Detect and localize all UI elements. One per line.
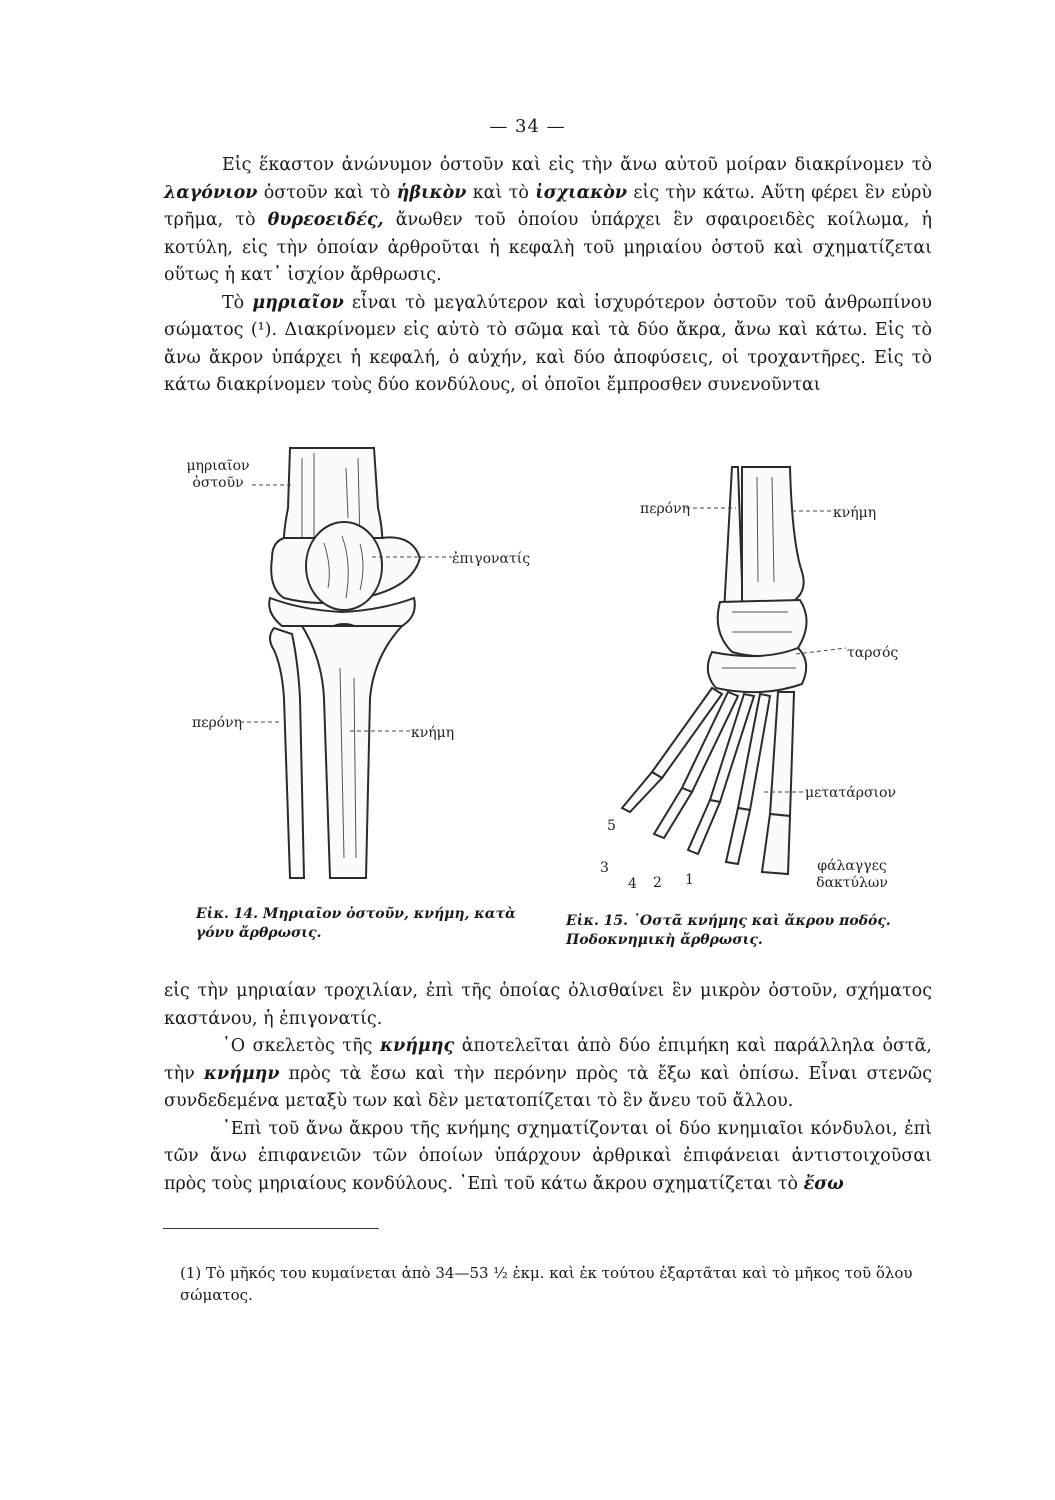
paragraph: Εἰς ἕκαστον ἀνώνυμον ὀστοῦν καὶ εἰς τὴν ἄνω αὐτοῦ μοίραν διακρίνομεν τὸ λαγόνιον ὀστοῦν καὶ τὸ ἡβικὸν καὶ τὸ ἰσχιακὸν εἰς τὴν κάτω. Αὕτη φέρει ἓν εὐρὺ τρῆμα, τὸ θυρεοειδές, ἄνωθεν τοῦ ὁποίου ὑπάρχει ἓν σφαιροειδὲς κοίλωμα, ἡ κοτύλη, εἰς τὴν ὁποίαν ἀρθροῦται ἡ κεφαλὴ τοῦ μηριαίου ὀστοῦ καὶ σχηματίζεται οὕτως ἡ κατ᾽ ἰσχίον ἄρθρωσις. — [164, 155, 932, 285]
fig14-tibia-label: κνήμη — [411, 725, 455, 741]
bottom-text-block — [164, 978, 932, 1198]
fig14-caption — [196, 905, 526, 943]
paragraph: Τὸ μηριαῖον εἶναι τὸ μεγαλύτερον καὶ ἰσχυρότερον ὀστοῦν τοῦ ἀνθρωπίνου σώματος (¹). Διακρίνομεν εἰς αὐτὸ τὸ σῶμα καὶ τὰ δύο ἄκρα, ἄνω καὶ κάτω. Εἰς τὸ ἄνω ἄκρον ὑπάρχει ἡ κεφαλή, ὁ αὐχήν, καὶ δύο ἀποφύσεις, οἱ τροχαντῆρες. Εἰς τὸ κάτω διακρίνομεν τοὺς δύο κονδύλους, οἱ ὁποῖοι ἔμπροσθεν συνενοῦνται — [164, 292, 932, 395]
fig15-tarsus-leader — [796, 640, 846, 660]
toe-number-4: 4 — [628, 876, 637, 892]
fig15-metatarsus-leader — [764, 787, 804, 797]
fig15-tarsus-label: ταρσός — [847, 645, 899, 661]
fig14-patella-label: ἐπιγονατίς — [452, 551, 531, 567]
toe-number-1: 1 — [685, 872, 694, 888]
toe-number-3: 3 — [600, 860, 609, 876]
toe-number-5: 5 — [607, 818, 616, 834]
emphasized-term: ἰσχιακὸν — [535, 182, 628, 203]
emphasized-term: ἔσω — [803, 1173, 844, 1194]
paragraph: ῾Ο σκελετὸς τῆς κνήμης ἀποτελεῖται ἀπὸ δύο ἐπιμήκη καὶ παράλληλα ὀστᾶ, τὴν κνήμην πρὸς τὰ ἔσω καὶ τὴν περόνην πρὸς τὰ ἔξω καὶ ὀπίσω. Εἶναι στενῶς συνδεδεμένα μεταξὺ των καὶ δὲν μετατοπίζεται τὸ ἓν ἄνευ τοῦ ἄλλου. — [164, 1036, 932, 1111]
emphasized-term: λαγόνιον — [164, 182, 258, 203]
fig15-metatarsus-label: μετατάρσιον — [805, 785, 896, 801]
fig14-caption-number: Εἰκ. 14. — [196, 906, 259, 922]
fig14-patella-leader — [372, 552, 452, 562]
emphasized-term: κνήμης — [379, 1036, 455, 1056]
fig15-caption — [566, 912, 936, 950]
foot-illustration — [592, 462, 822, 892]
emphasized-term: μηριαῖον — [252, 292, 344, 313]
fig14-femur-label: μηριαῖον ὀστοῦν — [186, 458, 250, 491]
paragraph: ᾽Επὶ τοῦ ἄνω ἄκρου τῆς κνήμης σχηματίζονται οἱ δύο κνημιαῖοι κόνδυλοι, ἐπὶ τῶν ἄνω ἐπιφανειῶν τῶν ὁποίων ὑπάρχουν ἀρθρικαὶ ἐπιφάνειαι ἀντιστοιχοῦσαι πρὸς τοὺς μηριαίους κονδύλους. ᾽Επὶ τοῦ κάτω ἄκρου σχηματίζεται τὸ ἔσω — [164, 1118, 932, 1194]
fig15-caption-text: ᾽Οστᾶ κνήμης καὶ ἄκρου ποδός. Ποδοκνημικὴ ἄρθρωσις. — [566, 913, 891, 948]
fig14-caption-text: Μηριαῖον ὀστοῦν, κνήμη, κατὰ γόνυ ἄρθρωσις. — [196, 906, 516, 941]
footnote-divider — [163, 1228, 379, 1229]
emphasized-term: θυρεοειδές, — [267, 210, 384, 230]
footnote: (1) Τὸ μῆκός του κυμαίνεται ἀπὸ 34—53 ½ ἑκμ. καὶ ἐκ τούτου ἐξαρτᾶται καὶ τὸ μῆκος τοῦ ὅλου σώματος. — [180, 1264, 913, 1304]
knee-illustration — [262, 438, 522, 898]
toe-number-2: 2 — [653, 875, 662, 891]
top-text-block — [164, 152, 932, 400]
emphasized-term: κνήμην — [203, 1063, 280, 1084]
fig15-fibula-label: περόνη — [640, 501, 691, 517]
fig15-tibia-leader — [792, 506, 832, 516]
fig15-fibula-leader — [686, 503, 736, 513]
fig14-fibula-leader — [240, 717, 280, 727]
fig14-femur-leader — [252, 480, 292, 490]
fig14-fibula-label: περόνη — [192, 715, 243, 731]
fig15-phalanges-label: φάλαγγες δακτύλων — [816, 858, 888, 891]
fig15-tibia-label: κνήμη — [833, 505, 877, 521]
paragraph: εἰς τὴν μηριαίαν τροχιλίαν, ἐπὶ τῆς ὁποίας ὀλισθαίνει ἓν μικρὸν ὀστοῦν, σχήματος καστάνου, ἡ ἐπιγονατίς. — [164, 981, 932, 1029]
fig14-tibia-leader — [350, 726, 410, 736]
page-number: — 34 — — [489, 116, 566, 137]
emphasized-term: ἡβικὸν — [396, 182, 467, 203]
fig15-caption-number: Εἰκ. 15. — [566, 913, 629, 929]
